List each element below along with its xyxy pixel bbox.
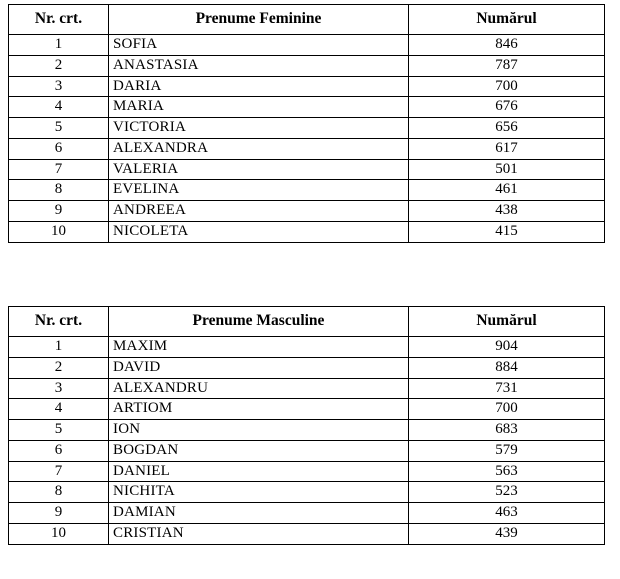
cell-name: EVELINA xyxy=(109,180,409,201)
cell-count: 700 xyxy=(409,76,605,97)
cell-rank: 1 xyxy=(9,35,109,56)
cell-count: 884 xyxy=(409,357,605,378)
table-row xyxy=(9,503,605,524)
cell-name: ANASTASIA xyxy=(109,55,409,76)
table-row xyxy=(9,55,605,76)
cell-rank: 6 xyxy=(9,138,109,159)
column-header-count: Numărul xyxy=(409,5,605,35)
table-header-row xyxy=(9,5,605,35)
column-header-name: Prenume Feminine xyxy=(109,5,409,35)
table-row xyxy=(9,180,605,201)
cell-rank: 5 xyxy=(9,420,109,441)
table-row xyxy=(9,118,605,139)
cell-count: 579 xyxy=(409,440,605,461)
table-row xyxy=(9,523,605,544)
table-row xyxy=(9,337,605,358)
cell-name: ANDREEA xyxy=(109,201,409,222)
table-header-row xyxy=(9,307,605,337)
cell-rank: 7 xyxy=(9,461,109,482)
cell-rank: 8 xyxy=(9,482,109,503)
cell-count: 683 xyxy=(409,420,605,441)
cell-count: 463 xyxy=(409,503,605,524)
cell-rank: 6 xyxy=(9,440,109,461)
cell-count: 731 xyxy=(409,378,605,399)
cell-rank: 2 xyxy=(9,357,109,378)
cell-name: CRISTIAN xyxy=(109,523,409,544)
cell-name: NICHITA xyxy=(109,482,409,503)
cell-name: DANIEL xyxy=(109,461,409,482)
table-row xyxy=(9,138,605,159)
table-row xyxy=(9,399,605,420)
masculine-names-table-container xyxy=(8,306,604,545)
cell-rank: 4 xyxy=(9,399,109,420)
cell-name: VALERIA xyxy=(109,159,409,180)
cell-count: 904 xyxy=(409,337,605,358)
cell-rank: 7 xyxy=(9,159,109,180)
cell-rank: 2 xyxy=(9,55,109,76)
cell-name: DAVID xyxy=(109,357,409,378)
cell-name: DARIA xyxy=(109,76,409,97)
cell-name: ARTIOM xyxy=(109,399,409,420)
table-row xyxy=(9,440,605,461)
table-row xyxy=(9,378,605,399)
cell-name: ION xyxy=(109,420,409,441)
table-row xyxy=(9,482,605,503)
column-header-rank: Nr. crt. xyxy=(9,307,109,337)
cell-name: SOFIA xyxy=(109,35,409,56)
cell-rank: 4 xyxy=(9,97,109,118)
table-body xyxy=(9,337,605,545)
cell-count: 439 xyxy=(409,523,605,544)
table-row xyxy=(9,201,605,222)
cell-name: BOGDAN xyxy=(109,440,409,461)
feminine-names-table-container xyxy=(8,4,604,243)
cell-rank: 8 xyxy=(9,180,109,201)
cell-rank: 10 xyxy=(9,221,109,242)
cell-name: NICOLETA xyxy=(109,221,409,242)
column-header-count: Numărul xyxy=(409,307,605,337)
table-row xyxy=(9,159,605,180)
cell-rank: 1 xyxy=(9,337,109,358)
cell-count: 700 xyxy=(409,399,605,420)
cell-count: 617 xyxy=(409,138,605,159)
cell-count: 523 xyxy=(409,482,605,503)
cell-count: 563 xyxy=(409,461,605,482)
cell-name: ALEXANDRU xyxy=(109,378,409,399)
cell-name: MARIA xyxy=(109,97,409,118)
column-header-rank: Nr. crt. xyxy=(9,5,109,35)
cell-rank: 3 xyxy=(9,378,109,399)
cell-count: 787 xyxy=(409,55,605,76)
table-row xyxy=(9,97,605,118)
column-header-name: Prenume Masculine xyxy=(109,307,409,337)
masculine-names-table xyxy=(8,306,605,545)
table-row xyxy=(9,35,605,56)
table-header xyxy=(9,307,605,337)
table-row xyxy=(9,420,605,441)
cell-name: ALEXANDRA xyxy=(109,138,409,159)
cell-name: VICTORIA xyxy=(109,118,409,139)
cell-count: 676 xyxy=(409,97,605,118)
table-row xyxy=(9,221,605,242)
cell-count: 461 xyxy=(409,180,605,201)
table-row xyxy=(9,461,605,482)
cell-rank: 5 xyxy=(9,118,109,139)
cell-count: 501 xyxy=(409,159,605,180)
cell-count: 415 xyxy=(409,221,605,242)
table-body xyxy=(9,35,605,243)
cell-name: MAXIM xyxy=(109,337,409,358)
cell-count: 846 xyxy=(409,35,605,56)
table-row xyxy=(9,76,605,97)
feminine-names-table xyxy=(8,4,605,243)
cell-rank: 10 xyxy=(9,523,109,544)
cell-count: 438 xyxy=(409,201,605,222)
table-row xyxy=(9,357,605,378)
cell-name: DAMIAN xyxy=(109,503,409,524)
cell-rank: 9 xyxy=(9,503,109,524)
cell-count: 656 xyxy=(409,118,605,139)
table-header xyxy=(9,5,605,35)
cell-rank: 3 xyxy=(9,76,109,97)
cell-rank: 9 xyxy=(9,201,109,222)
